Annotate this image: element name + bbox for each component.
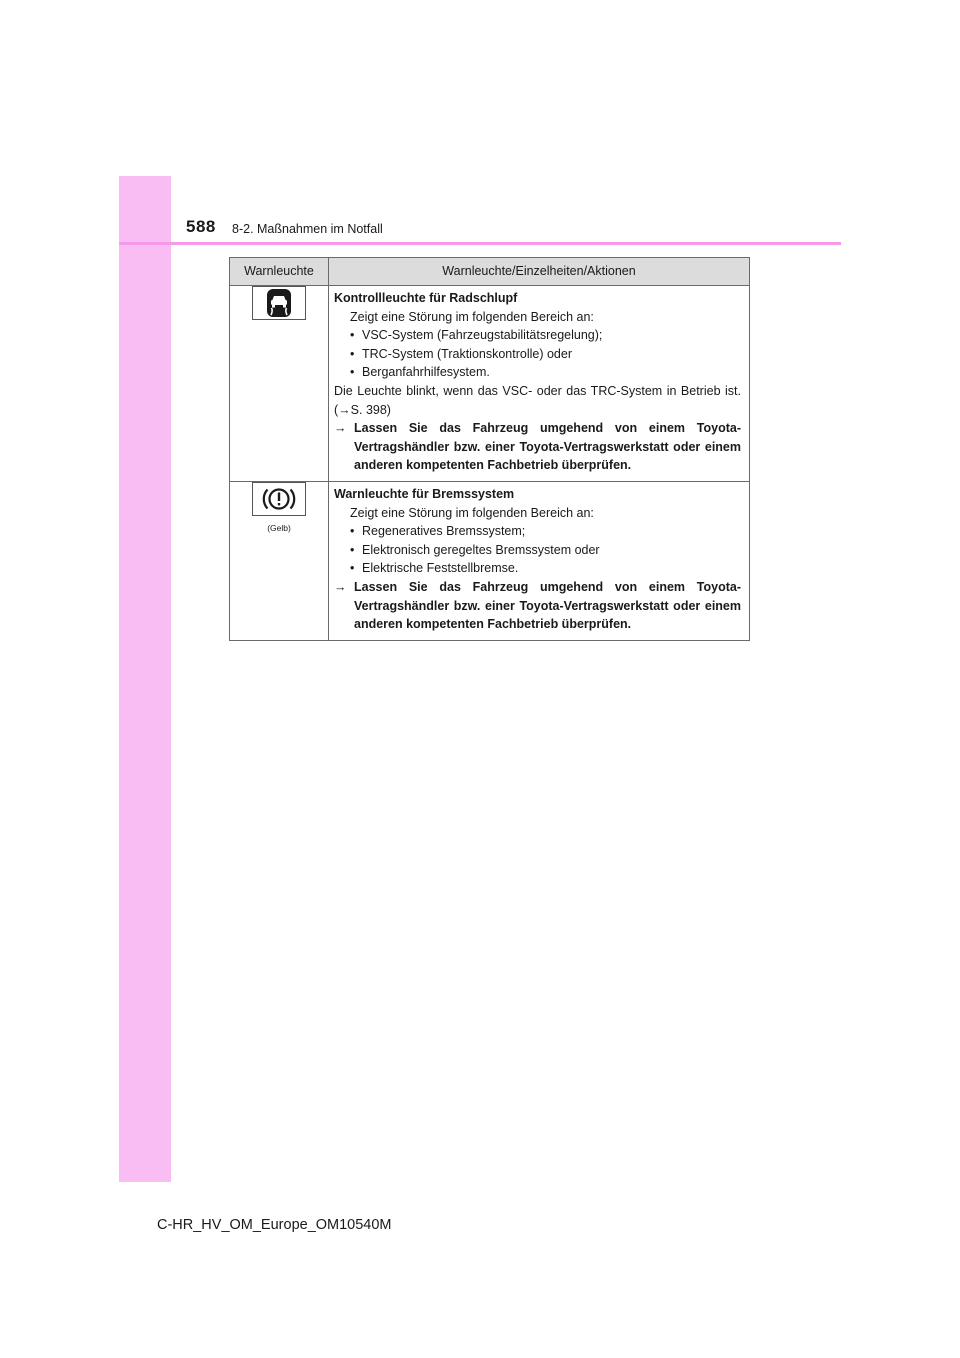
header-rule [119,242,841,245]
bullet-mark: • [350,365,355,380]
list-item-text: TRC-System (Traktionskontrolle) oder [362,346,573,361]
item-intro: Zeigt eine Störung im folgenden Bereich an: [350,309,594,324]
bullet-mark: • [350,561,355,576]
list-item [334,345,741,364]
list-item [334,326,741,345]
brake-warning-icon [252,482,306,516]
list-item-text: Elektronisch geregeltes Bremssystem oder [362,542,600,557]
table-row [230,286,750,482]
item-intro: Zeigt eine Störung im folgenden Bereich an: [350,505,594,520]
item-action [334,578,741,634]
bullet-mark: • [350,328,355,343]
document-code: C-HR_HV_OM_Europe_OM10540M [157,1217,392,1233]
page-number: 588 [186,217,216,236]
bullet-mark: • [350,542,355,557]
warning-light-table [229,257,750,641]
list-item [334,522,741,541]
item-title: Warnleuchte für Bremssystem [334,486,515,501]
list-item-text: Elektrische Feststellbremse. [362,561,519,576]
details-cell [329,286,750,482]
bullet-mark: • [350,346,355,361]
table-row [230,481,750,640]
icon-caption: (Gelb) [267,522,291,533]
item-action [334,419,741,475]
column-header-warning-light: Warnleuchte [230,258,329,286]
list-item-text: Regeneratives Bremssystem; [362,524,526,539]
section-title: 8-2. Maßnahmen im Notfall [232,222,383,236]
arrow-icon: → [334,579,347,594]
icon-cell [230,286,329,482]
item-note: Die Leuchte blinkt, wenn das VSC- oder das TRC-System in Betrieb ist. (→S. 398) [334,383,741,417]
item-title: Kontrollleuchte für Radschlupf [334,291,518,305]
slip-indicator-icon [252,286,306,320]
list-item [334,363,741,382]
column-header-details: Warnleuchte/Einzelheiten/Aktionen [329,258,750,286]
icon-cell [230,481,329,640]
list-item [334,559,741,578]
list-item-text: VSC-System (Fahrzeugstabilitätsregelung); [362,328,603,343]
side-color-band [119,176,171,1182]
list-item [334,541,741,560]
bullet-mark: • [350,524,355,539]
action-text: Lassen Sie das Fahrzeug umgehend von einem Toyota-Vertragshändler bzw. einer Toyota-Vertragswerkstatt oder einem anderen kompetenten Fachbetrieb überprüfen. [354,421,741,473]
action-text: Lassen Sie das Fahrzeug umgehend von einem Toyota-Vertragshändler bzw. einer Toyota-Vertragswerkstatt oder einem anderen kompetenten Fachbetrieb überprüfen. [354,579,741,632]
table-header-row [230,258,750,286]
details-cell [329,481,750,640]
list-item-text: Berganfahrhilfesystem. [362,365,490,380]
arrow-icon: → [334,421,347,436]
